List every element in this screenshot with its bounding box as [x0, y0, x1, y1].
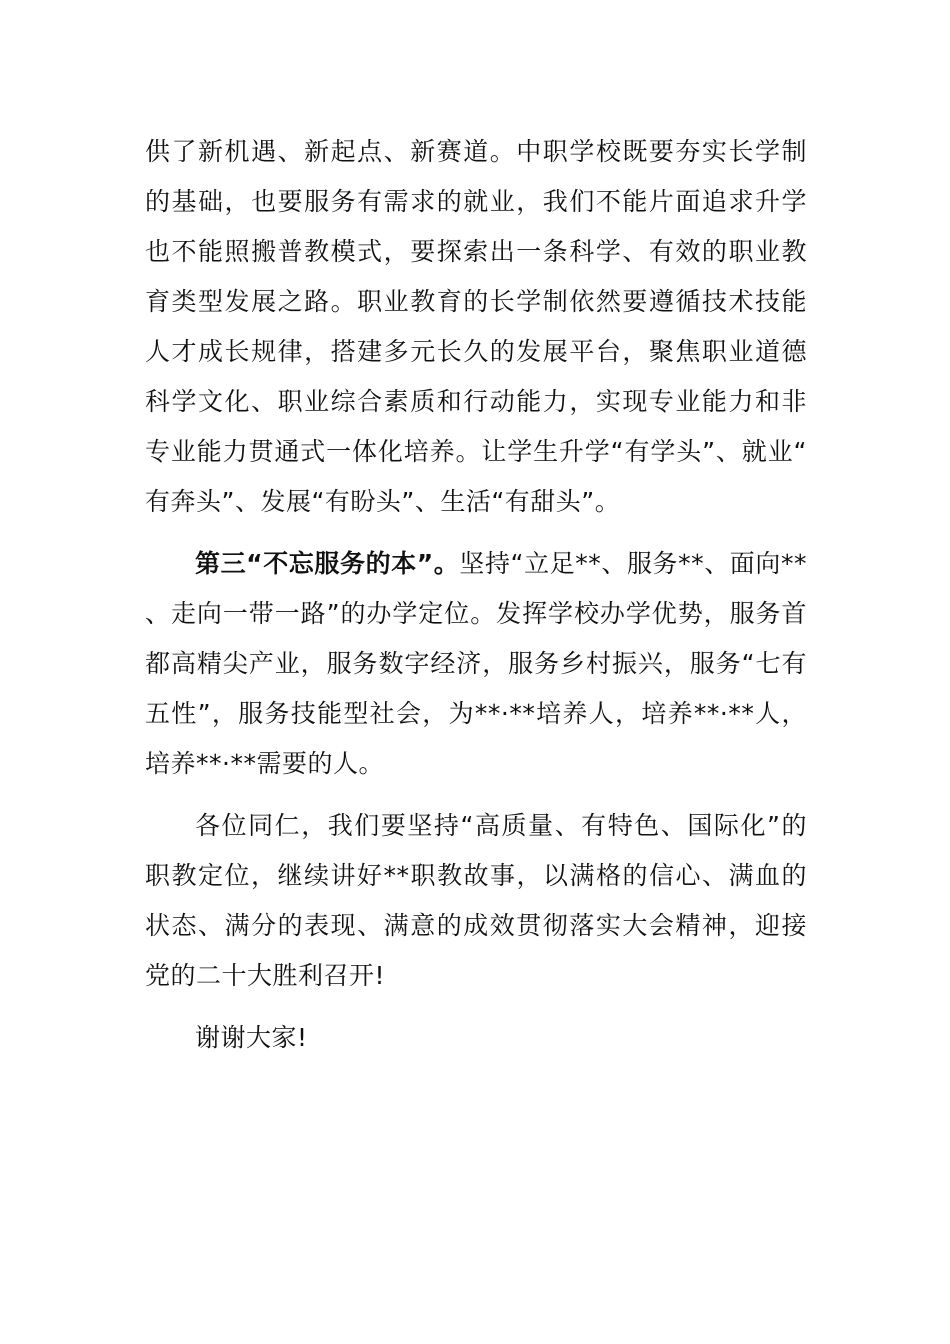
paragraph-continuation — [145, 127, 807, 527]
paragraph-service — [145, 539, 807, 789]
document-body — [145, 127, 807, 1075]
paragraph-closing — [145, 801, 807, 1001]
paragraph-text: 坚持“立足**、服务**、面向**、走向一带一路”的办学定位。发挥学校办学优势，服务首都高精尖产业，服务数字经济，服务乡村振兴，服务“七有五性”，服务技能型社会，为**·**培养人，培养**·**人，培养**·**需要的人。 — [145, 549, 807, 778]
paragraph-heading: 第三“不忘服务的本”。 — [195, 549, 460, 578]
paragraph-text: 供了新机遇、新起点、新赛道。中职学校既要夯实长学制的基础，也要服务有需求的就业，我们不能片面追求升学也不能照搬普教模式，要探索出一条科学、有效的职业教育类型发展之路。职业教育的长学制依然要遵循技术技能人才成长规律，搭建多元长久的发展平台，聚焦职业道德科学文化、职业综合素质和行动能力，实现专业能力和非专业能力贯通式一体化培养。让学生升学“有学头”、就业“有奔头”、发展“有盼头”、生活“有甜头”。 — [145, 137, 807, 516]
paragraph-text: 各位同仁，我们要坚持“高质量、有特色、国际化”的职教定位，继续讲好**职教故事，以满格的信心、满血的状态、满分的表现、满意的成效贯彻落实大会精神，迎接党的二十大胜利召开! — [145, 811, 807, 990]
paragraph-text: 谢谢大家! — [195, 1023, 308, 1052]
paragraph-thanks — [145, 1013, 807, 1063]
